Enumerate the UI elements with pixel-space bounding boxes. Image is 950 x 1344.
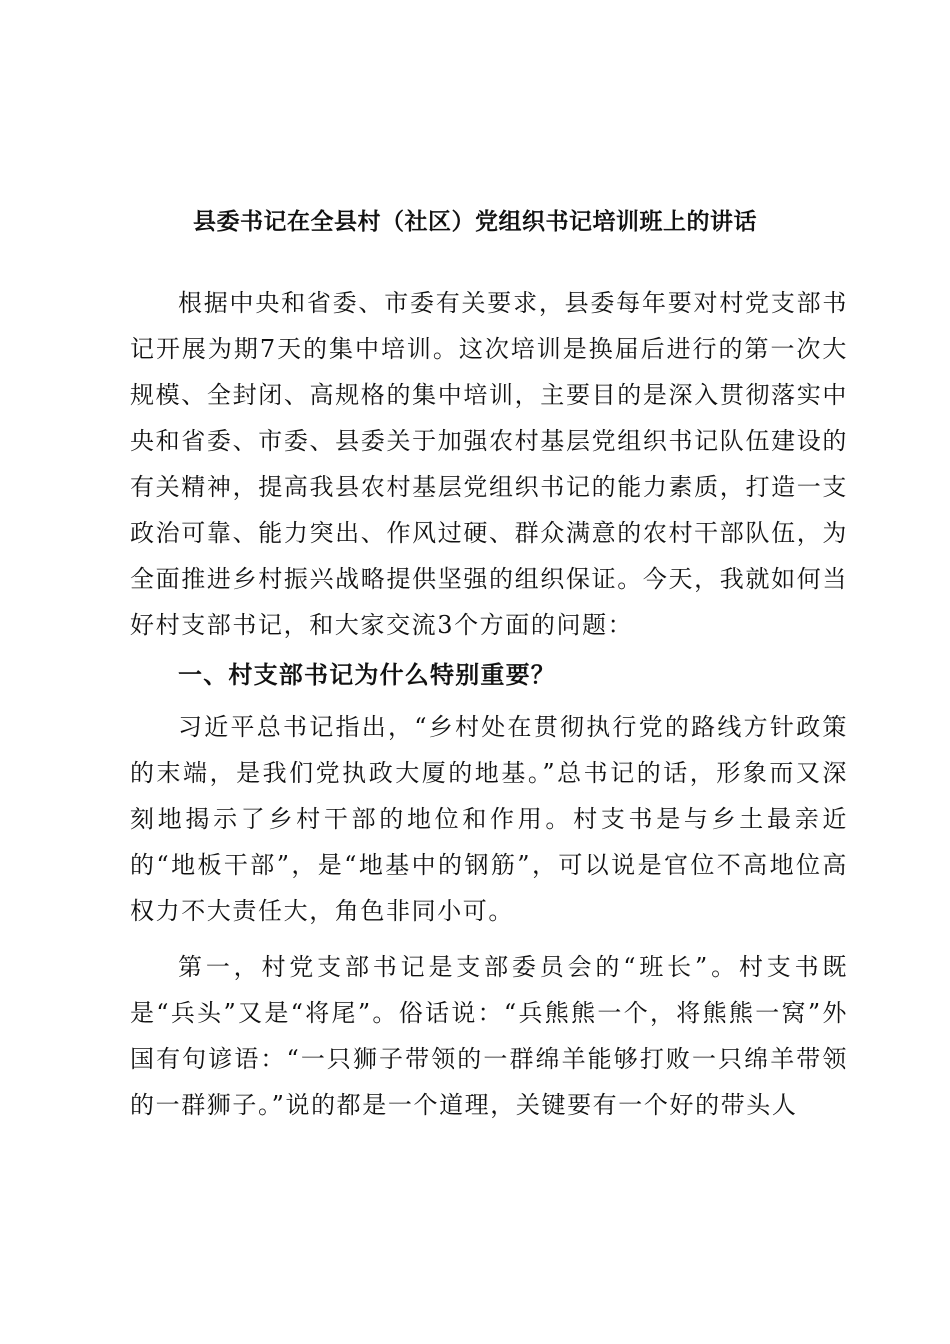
document-title: 县委书记在全县村（社区）党组织书记培训班上的讲话: [193, 208, 757, 235]
paragraph-intro: 根据中央和省委、市委有关要求，县委每年要对村党支部书记开展为期7天的集中培训。这次培训是换届后进行的第一次大规模、全封闭、高规格的集中培训，主要目的是深入贯彻落实中央和省委、市委、县委关于加强农村基层党组织书记队伍建设的有关精神，提高我县农村基层党组织书记的能力素质，打造一支政治可靠、能力突出、作风过硬、群众满意的农村干部队伍，为全面推进乡村振兴战略提供坚强的组织保证。今天，我就如何当好村支部书记，和大家交流3个方面的问题：: [130, 289, 848, 639]
section-heading-1: 一、村支部书记为什么特别重要？: [178, 660, 556, 689]
paragraph-first-point: 第一，村党支部书记是支部委员会的“班长”。村支书既是“兵头”又是“将尾”。俗话说：“兵熊熊一个，将熊熊一窝”外国有句谚语：“一只狮子带领的一群绵羊能够打败一只绵羊带领的一群狮子。”说的都是一个道理，关键要有一个好的带头人: [130, 953, 848, 1119]
document-body: [130, 280, 848, 1128]
paragraph-quote: 习近平总书记指出，“乡村处在贯彻执行党的路线方针政策的末端，是我们党执政大厦的地基。”总书记的话，形象而又深刻地揭示了乡村干部的地位和作用。村支书是与乡土最亲近的“地板干部”，是“地基中的钢筋”，可以说是官位不高地位高权力不大责任大，角色非同小可。: [130, 713, 848, 925]
